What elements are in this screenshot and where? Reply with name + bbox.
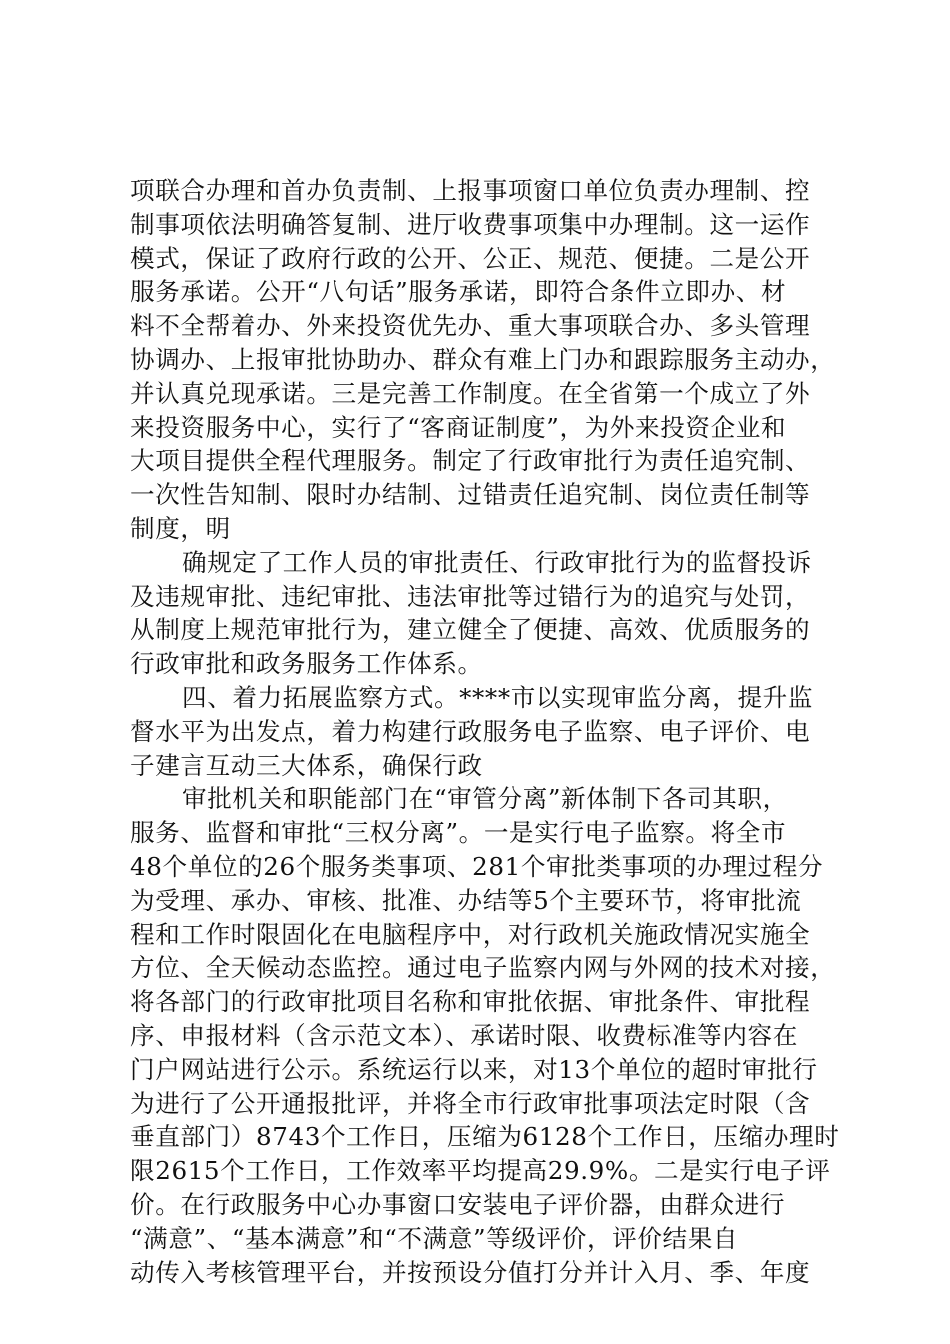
text-line: 及违规审批、违纪审批、违法审批等过错行为的追究与处罚， [130,581,811,611]
text-line: 一次性告知制、限时办结制、过错责任追究制、岗位责任制等 [130,480,811,510]
text-line: 确规定了工作人员的审批责任、行政审批行为的监督投诉 [182,547,812,577]
text-line: 动传入考核管理平台，并按预设分值打分并计入月、季、年度 [130,1257,811,1287]
text-line: 垂直部门）8743个工作日，压缩为6128个工作日，压缩办理时 [130,1122,840,1152]
text-line: 行政审批和政务服务工作体系。 [130,649,483,679]
text-line: 服务、监督和审批“三权分离”。一是实行电子监察。将全市 [130,818,787,848]
text-line: 审批机关和职能部门在“审管分离”新体制下各司其职， [182,784,788,814]
text-line: 四、着力拓展监察方式。****市以实现审监分离，提升监 [182,682,814,712]
text-line: 来投资服务中心，实行了“客商证制度”，为外来投资企业和 [130,412,787,442]
text-line: 制事项依法明确答复制、进厅收费事项集中办理制。这一运作 [130,209,811,239]
text-line: 并认真兑现承诺。三是完善工作制度。在全省第一个成立了外 [130,378,811,408]
text-line: 大项目提供全程代理服务。制定了行政审批行为责任追究制、 [130,446,811,476]
text-line: 方位、全天候动态监控。通过电子监察内网与外网的技术对接， [130,953,836,983]
text-line: 为受理、承办、审核、批准、办结等5个主要环节，将审批流 [130,885,802,915]
text-line: 程和工作时限固化在电脑程序中，对行政机关施政情况实施全 [130,919,811,949]
document-body [130,174,840,1289]
text-line: 门户网站进行公示。系统运行以来，对13个单位的超时审批行 [130,1054,818,1084]
text-line: 模式，保证了政府行政的公开、公正、规范、便捷。二是公开 [130,243,811,273]
text-line: 服务承诺。公开“八句话”服务承诺，即符合条件立即办、材 [130,277,787,307]
text-line: 从制度上规范审批行为，建立健全了便捷、高效、优质服务的 [130,615,811,645]
text-line: 协调办、上报审批协助办、群众有难上门办和跟踪服务主动办， [130,344,836,374]
text-line: 48个单位的26个服务类事项、281个审批类事项的办理过程分 [130,851,824,881]
text-line: “满意”、“基本满意”和“不满意”等级评价，评价结果自 [130,1223,739,1253]
text-line: 限2615个工作日，工作效率平均提高29.9%。二是实行电子评 [130,1156,831,1186]
text-line: 序、申报材料（含示范文本）、承诺时限、收费标准等内容在 [130,1020,798,1050]
text-line: 料不全帮着办、外来投资优先办、重大事项联合办、多头管理 [130,311,811,341]
text-line: 价。在行政服务中心办事窗口安装电子评价器，由群众进行 [130,1189,786,1219]
text-line: 将各部门的行政审批项目名称和审批依据、审批条件、审批程 [130,987,811,1017]
text-line: 为进行了公开通报批评，并将全市行政审批事项法定时限（含 [130,1088,811,1118]
text-line: 子建言互动三大体系，确保行政 [130,750,483,780]
text-line: 项联合办理和首办负责制、上报事项窗口单位负责办理制、控 [130,176,811,205]
text-line: 督水平为出发点，着力构建行政服务电子监察、电子评价、电 [130,716,811,746]
text-line: 制度，明 [130,513,231,543]
